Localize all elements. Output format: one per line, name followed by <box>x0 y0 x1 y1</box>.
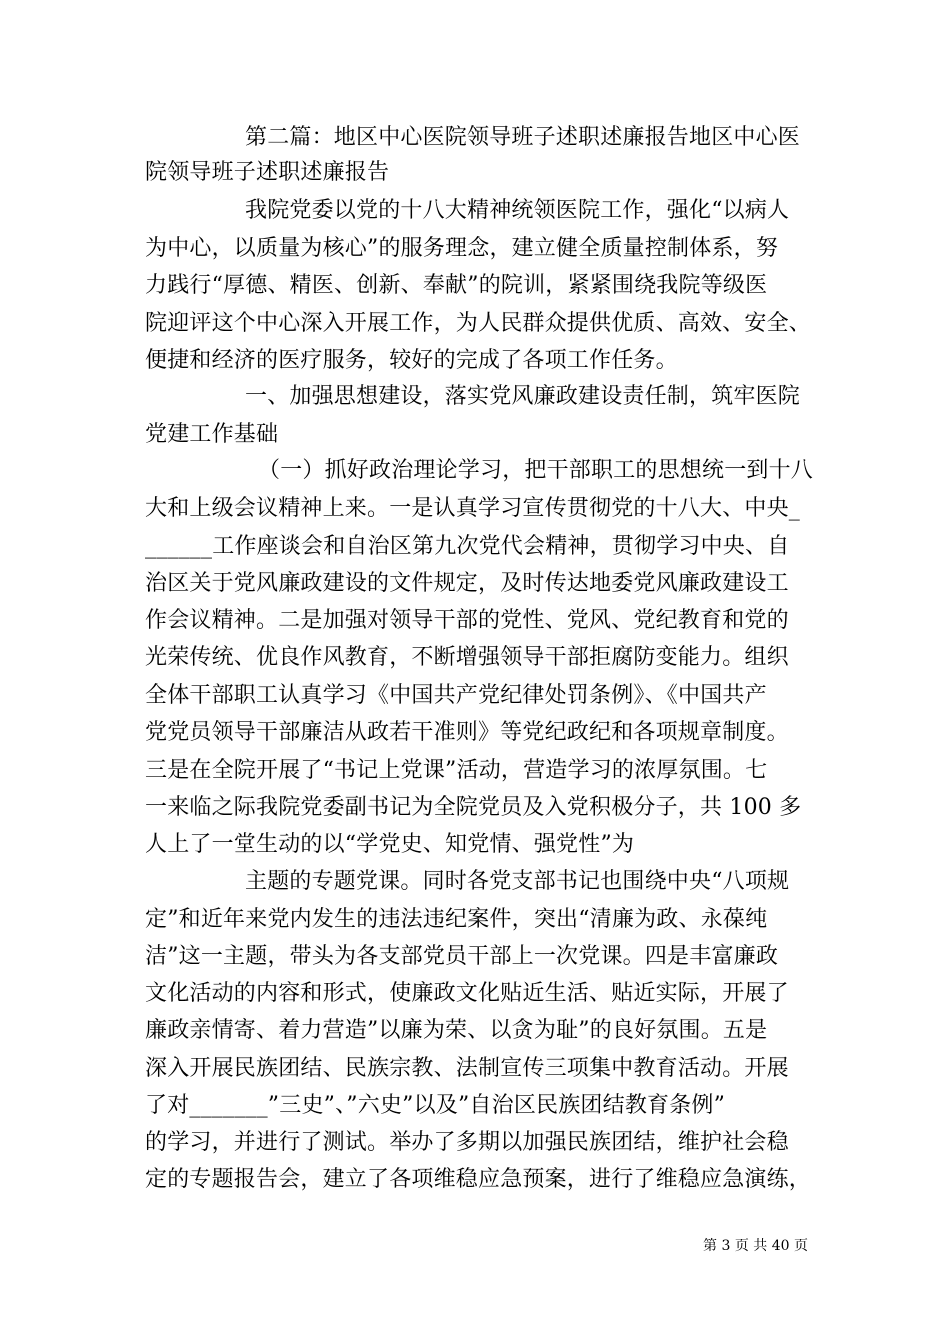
heading-line: 一、加强思想建设，落实党风廉政建设责任制，筑牢医院 <box>245 384 801 409</box>
body-text-line: 我院党委以党的十八大精神统领医院工作，强化“以病人 <box>245 198 790 223</box>
body-text-line: 的学习，并进行了测试。举办了多期以加强民族团结，维护社会稳 <box>145 1130 789 1155</box>
body-text-line: 作会议精神。二是加强对领导干部的党性、党风、党纪教育和党的 <box>145 608 789 633</box>
body-text-line: 文化活动的内容和形式，使廉政文化贴近生活、贴近实际，开展了 <box>145 981 789 1006</box>
body-text-line: 人上了一堂生动的以“学党史、知党情、强党性”为 <box>145 832 635 857</box>
body-text-line: 深入开展民族团结、民族宗教、法制宣传三项集中教育活动。开展 <box>145 1056 789 1081</box>
body-text-line: 大和上级会议精神上来。一是认真学习宣传贯彻党的十八大、中央_ <box>145 496 801 521</box>
section-title-line-1: 第二篇：地区中心医院领导班子述职述廉报告地区中心医 <box>245 125 801 150</box>
body-text-line: 治区关于党风廉政建设的文件规定，及时传达地委党风廉政建设工 <box>145 571 789 596</box>
body-text-line: 为中心，以质量为核心”的服务理念，建立健全质量控制体系，努 <box>145 236 779 261</box>
body-text-line: 定的专题报告会，建立了各项维稳应急预案，进行了维稳应急演练， <box>145 1167 812 1192</box>
body-text-line: 三是在全院开展了“书记上党课”活动，营造学习的浓厚氛围。七 <box>145 758 768 783</box>
body-text-line: 力践行“厚德、精医、创新、奉献”的院训，紧紧围绕我院等级医 <box>145 273 768 298</box>
heading-line: 党建工作基础 <box>145 422 279 447</box>
body-text-line: 全体干部职工认真学习《中国共产党纪律处罚条例》、《中国共产 <box>145 683 767 708</box>
body-text-line: 光荣传统、优良作风教育，不断增强领导干部拒腐防变能力。组织 <box>145 645 789 670</box>
body-text-line: 洁”这一主题，带头为各支部党员干部上一次党课。四是丰富廉政 <box>145 944 779 969</box>
body-text-line: 定”和近年来党内发生的违法违纪案件，突出“清廉为政、永葆纯 <box>145 907 768 932</box>
section-title-line-2: 院领导班子述职述廉报告 <box>145 160 390 185</box>
body-text-line: ______工作座谈会和自治区第九次党代会精神，贯彻学习中央、自 <box>145 534 790 559</box>
body-text-line: （一）抓好政治理论学习，把干部职工的思想统一到十八 <box>258 458 814 483</box>
body-text-line: 便捷和经济的医疗服务，较好的完成了各项工作任务。 <box>145 348 678 373</box>
body-text-line: 了对_______”三史”、”六史”以及”自治区民族团结教育条例” <box>145 1093 726 1118</box>
page-number: 第 3 页 共 40 页 <box>703 1238 808 1254</box>
body-text-line: 院迎评这个中心深入开展工作，为人民群众提供优质、高效、安全、 <box>145 311 812 336</box>
body-text-line: 一来临之际我院党委副书记为全院党员及入党积极分子，共 100 多 <box>145 795 802 820</box>
body-text-line: 廉政亲情寄、着力营造”以廉为荣、以贪为耻”的良好氛围。五是 <box>145 1018 768 1043</box>
body-text-line: 主题的专题党课。同时各党支部书记也围绕中央“八项规 <box>245 869 790 894</box>
body-text-line: 党党员领导干部廉洁从政若干准则》等党纪政纪和各项规章制度。 <box>145 720 789 745</box>
